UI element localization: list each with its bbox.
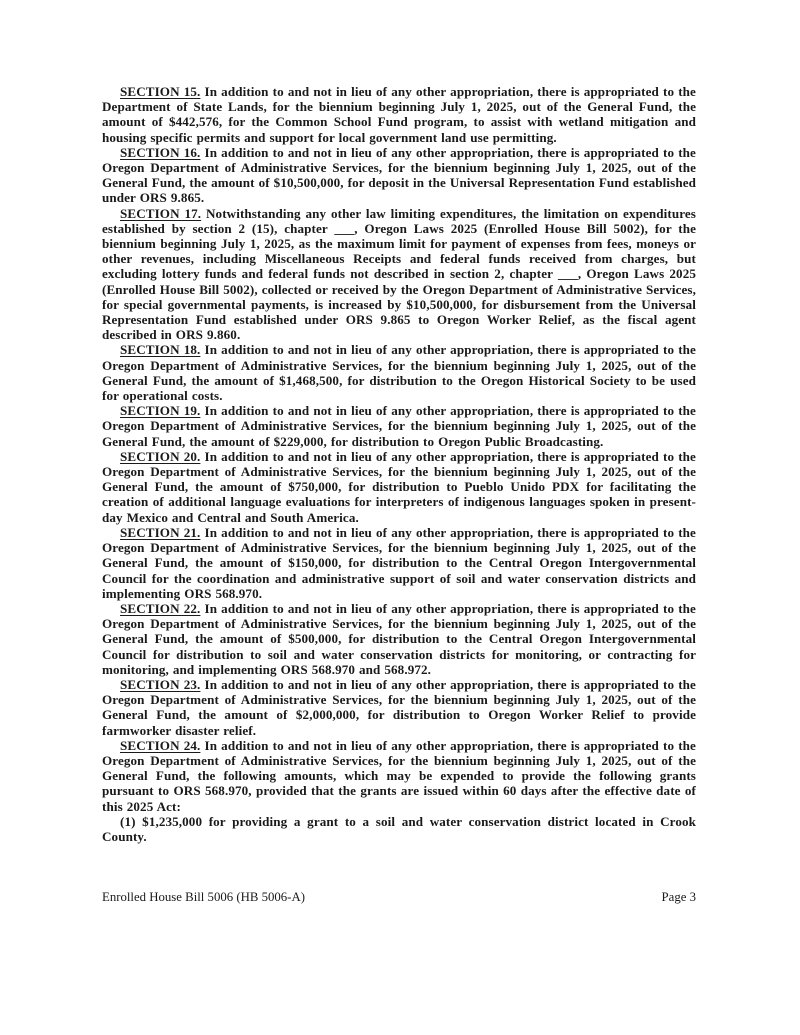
bill-paragraph: SECTION 16. In addition to and not in lieu of any other appropriation, there is appropriated to the Oregon Department of Administrative Services, for the biennium beginning July 1, 2025, out of the General Fund, the amount of $10,500,000, for deposit in the Universal Representation Fund established under ORS 9.865. bbox=[102, 144, 696, 206]
section-heading: SECTION 18. bbox=[120, 342, 201, 358]
bill-paragraph: SECTION 21. In addition to and not in lieu of any other appropriation, there is appropriated to the Oregon Department of Administrative Services, for the biennium beginning July 1, 2025, out of the General Fund, the amount of $150,000, for distribution to the Central Oregon Intergovernmental Council for the coordination and administrative support of soil and water conservation districts and implementing ORS 568.970. bbox=[102, 524, 696, 601]
bill-paragraph: SECTION 22. In addition to and not in lieu of any other appropriation, there is appropriated to the Oregon Department of Administrative Services, for the biennium beginning July 1, 2025, out of the General Fund, the amount of $500,000, for distribution to the Central Oregon Intergovernmental Council for distribution to soil and water conservation districts for monitoring, or contracting for monitoring, and implementing ORS 568.970 and 568.972. bbox=[102, 600, 696, 677]
bill-body bbox=[102, 84, 696, 844]
bill-paragraph: (1) $1,235,000 for providing a grant to a soil and water conservation district located in Crook County. bbox=[102, 813, 696, 844]
bill-paragraph: SECTION 20. In addition to and not in lieu of any other appropriation, there is appropriated to the Oregon Department of Administrative Services, for the biennium beginning July 1, 2025, out of the General Fund, the amount of $750,000, for distribution to Pueblo Unido PDX for facilitating the creation of additional language evaluations for interpreters of indigenous languages spoken in present-day Mexico and Central and South America. bbox=[102, 448, 696, 525]
section-heading: SECTION 22. bbox=[120, 600, 201, 616]
section-heading: SECTION 17. bbox=[120, 205, 202, 221]
section-heading: SECTION 16. bbox=[120, 144, 201, 160]
bill-paragraph: SECTION 18. In addition to and not in lieu of any other appropriation, there is appropriated to the Oregon Department of Administrative Services, for the biennium beginning July 1, 2025, out of the General Fund, the amount of $1,468,500, for distribution to the Oregon Historical Society to be used for operational costs. bbox=[102, 342, 696, 404]
section-heading: SECTION 19. bbox=[120, 403, 201, 419]
bill-paragraph: SECTION 24. In addition to and not in lieu of any other appropriation, there is appropriated to the Oregon Department of Administrative Services, for the biennium beginning July 1, 2025, out of the General Fund, the following amounts, which may be expended to provide the following grants pursuant to ORS 568.970, provided that the grants are issued within 60 days after the effective date of this 2025 Act: bbox=[102, 737, 696, 814]
bill-paragraph: SECTION 15. In addition to and not in lieu of any other appropriation, there is appropriated to the Department of State Lands, for the biennium beginning July 1, 2025, out of the General Fund, the amount of $442,576, for the Common School Fund program, to assist with wetland mitigation and housing specific permits and support for local government land use permitting. bbox=[102, 84, 696, 145]
section-heading: SECTION 15. bbox=[120, 84, 201, 99]
section-heading: SECTION 20. bbox=[120, 448, 201, 464]
bill-paragraph: SECTION 17. Notwithstanding any other law limiting expenditures, the limitation on expenditures established by section 2 (15), chapter ___, Oregon Laws 2025 (Enrolled House Bill 5002), for the biennium beginning July 1, 2025, as the maximum limit for payment of expenses from fees, moneys or other revenues, including Miscellaneous Receipts and federal funds received from charges, but excluding lottery funds and federal funds not described in section 2, chapter ___, Oregon Laws 2025 (Enrolled House Bill 5002), collected or received by the Oregon Department of Administrative Services, for special governmental payments, is increased by $10,500,000, for disbursement from the Universal Representation Fund established under ORS 9.865 to Oregon Worker Relief, as the fiscal agent described in ORS 9.860. bbox=[102, 205, 696, 343]
bill-paragraph: SECTION 19. In addition to and not in lieu of any other appropriation, there is appropriated to the Oregon Department of Administrative Services, for the biennium beginning July 1, 2025, out of the General Fund, the amount of $229,000, for distribution to Oregon Public Broadcasting. bbox=[102, 403, 696, 449]
footer-bill-title: Enrolled House Bill 5006 (HB 5006-A) bbox=[102, 890, 305, 904]
section-heading: SECTION 23. bbox=[120, 676, 201, 692]
bill-paragraph: SECTION 23. In addition to and not in lieu of any other appropriation, there is appropriated to the Oregon Department of Administrative Services, for the biennium beginning July 1, 2025, out of the General Fund, the amount of $2,000,000, for distribution to Oregon Worker Relief to provide farmworker disaster relief. bbox=[102, 676, 696, 738]
page-footer bbox=[102, 890, 696, 905]
section-heading: SECTION 21. bbox=[120, 524, 201, 540]
section-heading: SECTION 24. bbox=[120, 737, 201, 753]
footer-page-number: Page 3 bbox=[661, 890, 696, 904]
